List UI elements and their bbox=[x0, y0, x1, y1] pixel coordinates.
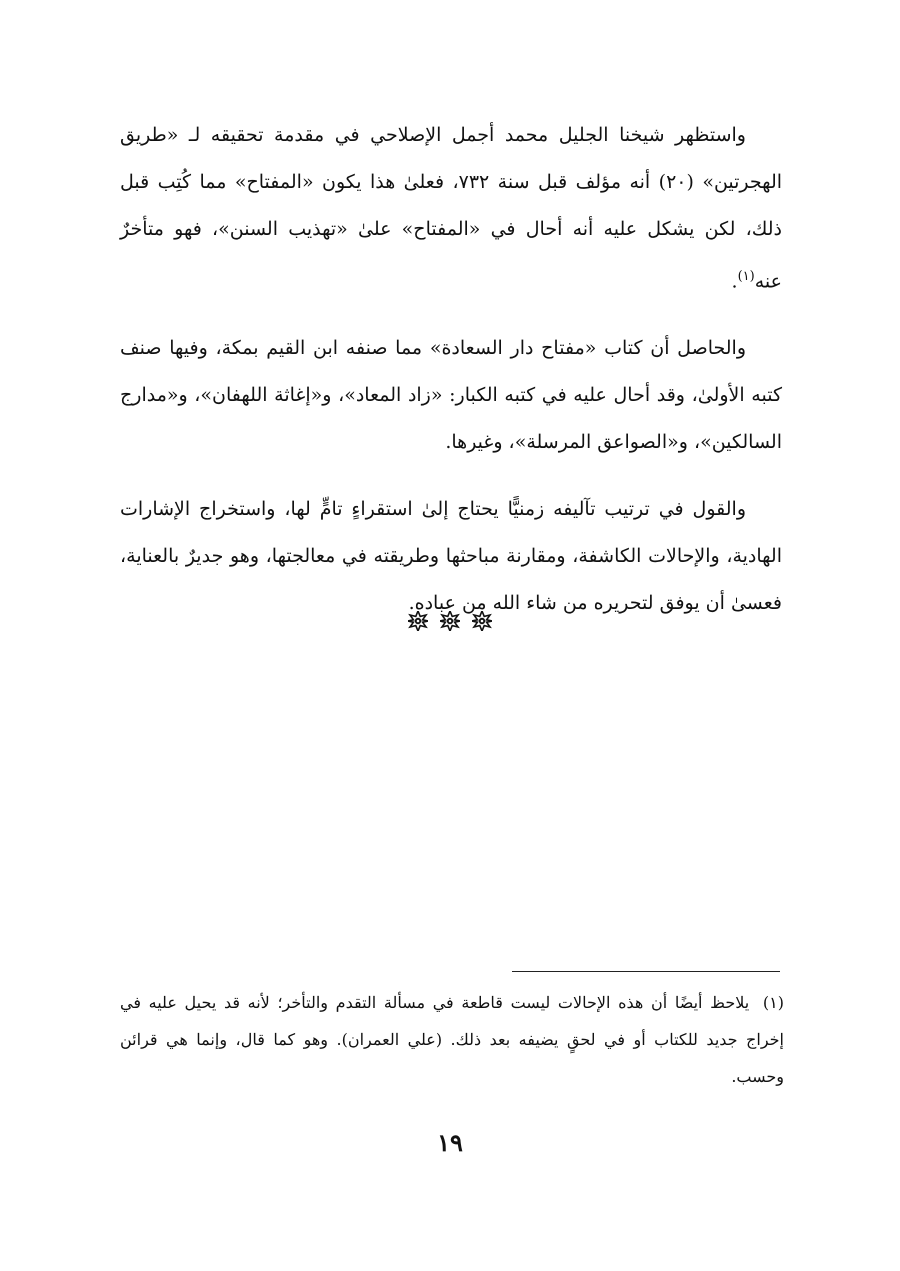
paragraph-3 bbox=[120, 486, 782, 627]
main-text bbox=[120, 112, 782, 647]
paragraph-2-text: والحاصل أن كتاب «مفتاح دار السعادة» مما صنفه ابن القيم بمكة، وفيها صنف كتبه الأولىٰ، وقد أحال عليه في كتبه الكبار: «زاد المعاد»، و«إغاثة اللهفان»، و«مدارج السالكين»، و«الصواعق المرسلة»، وغيرها. bbox=[120, 337, 782, 454]
paragraph-1-end: . bbox=[731, 270, 738, 293]
footnote bbox=[120, 984, 784, 1095]
footnote-reference: (١) bbox=[737, 269, 755, 284]
ornament-flower-icon bbox=[472, 611, 492, 631]
footnote-divider bbox=[512, 971, 780, 972]
footnote-marker: (١) bbox=[762, 993, 784, 1012]
ornament-flower-icon bbox=[408, 611, 428, 631]
paragraph-1-text: واستظهر شيخنا الجليل محمد أجمل الإصلاحي في مقدمة تحقيقه لـ «طريق الهجرتين» (٢٠) أنه مؤلف قبل سنة ٧٣٢، فعلىٰ هذا يكون «المفتاح» مما كُتِب قبل ذلك، لكن يشكل عليه أنه أحال في «المفتاح» علىٰ «تهذيب السنن»، فهو متأخرٌ عنه bbox=[120, 124, 783, 293]
footnote-text: يلاحظ أيضًا أن هذه الإحالات ليست قاطعة في مسألة التقدم والتأخر؛ لأنه قد يحيل عليه في إخراج جديد للكتاب أو في لحقٍ يضيفه بعد ذلك. (علي العمران). وهو كما قال، وإنما هي قرائن وحسب. bbox=[120, 993, 784, 1086]
paragraph-3-text: والقول في ترتيب تآليفه زمنيًّا يحتاج إلىٰ استقراءٍ تامٍّ لها، واستخراج الإشارات الهادية، والإحالات الكاشفة، ومقارنة مباحثها وطريقته في معالجتها، وهو جديرٌ بالعناية، فعسىٰ أن يوفق لتحريره من شاء الله من عباده. bbox=[120, 498, 782, 615]
paragraph-2 bbox=[120, 325, 782, 466]
page-number: ١٩ bbox=[437, 1128, 463, 1157]
ornament-flower-icon bbox=[440, 611, 460, 631]
section-separator bbox=[0, 611, 900, 631]
paragraph-1 bbox=[120, 112, 782, 305]
